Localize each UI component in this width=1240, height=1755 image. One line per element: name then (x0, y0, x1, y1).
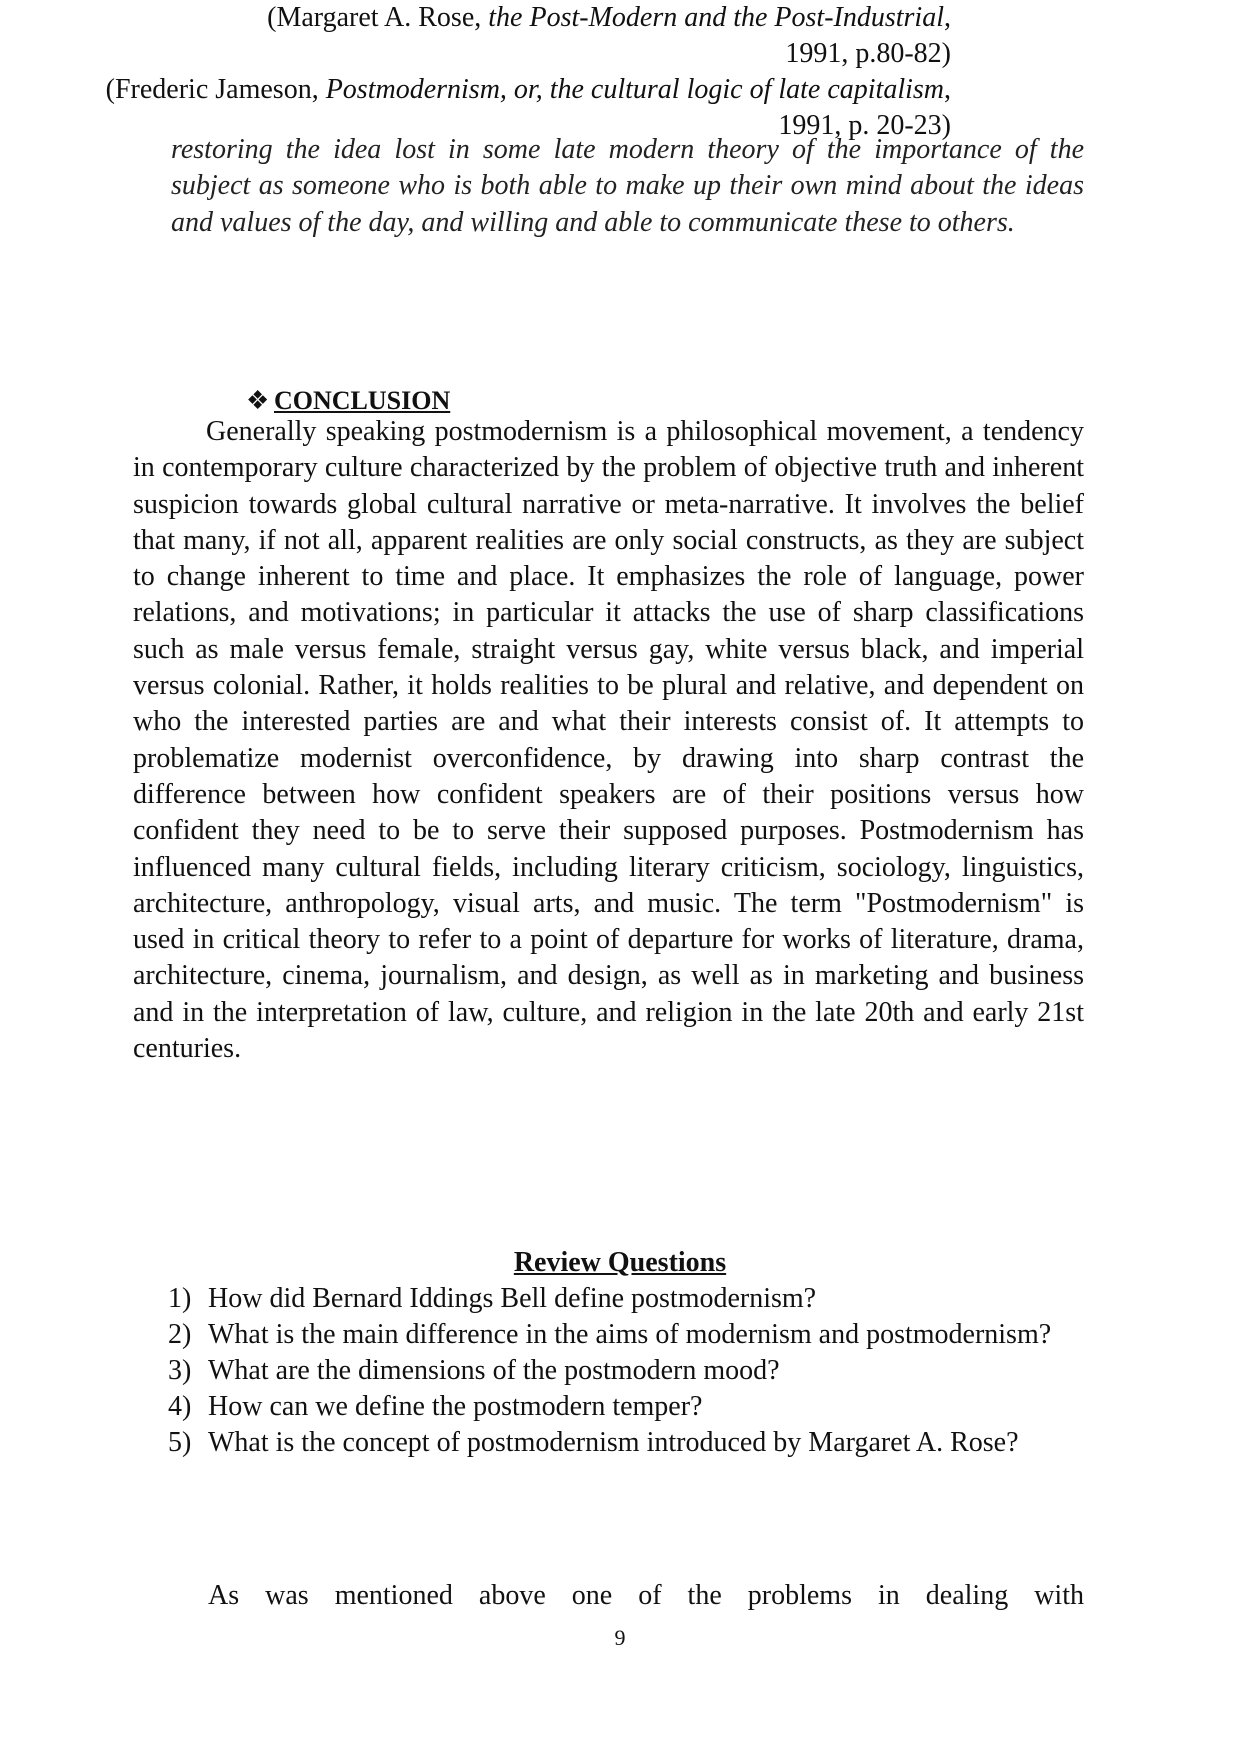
citation-author: (Margaret A. Rose, (267, 2, 489, 33)
conclusion-paragraph: Generally speaking postmodernism is a philosophical movement, a tendency in contemporary culture characterized by the problem of objective truth and inherent suspicion towards global cultural narrative or meta-narrative. It involves the belief that many, if not all, apparent realities are only social constructs, as they are subject to change inherent to time and place. It emphasizes the role of language, power relations, and motivations; in particular it attacks the use of sharp classifications such as male versus female, straight versus gay, white versus black, and imperial versus colonial. Rather, it holds realities to be plural and relative, and dependent on who the interested parties are and what their interests consist of. It attempts to problematize modernist overconfidence, by drawing into sharp contrast the difference between how confident speakers are of their positions versus how confident they need to be to serve their supposed purposes. Postmodernism has influenced many cultural fields, including literary criticism, sociology, linguistics, architecture, anthropology, visual arts, and music. The term "Postmodernism" is used in critical theory to refer to a point of departure for works of literature, drama, architecture, cinema, journalism, and design, as well as in marketing and business and in the interpretation of law, culture, and religion in the late 20th and early 21st centuries. (133, 416, 1084, 1065)
block-quote: restoring the idea lost in some late modern theory of the importance of the subject as someone who is both able to make up their own mind about the ideas and values of the day, and willing and able to communicate these to others. (171, 134, 1084, 238)
list-item: 5) What is the concept of postmodernism introduced by Margaret A. Rose? (168, 1427, 1019, 1458)
citation-title: the Post-Modern and the Post-Industrial (488, 2, 944, 33)
conclusion-citation-line-1 (0, 72, 951, 108)
list-item: 3) What are the dimensions of the postmodern mood? (168, 1355, 780, 1386)
citation-comma: , (944, 2, 951, 33)
conclusion-citation-line-2: 1991, p. 20-23) (778, 110, 951, 141)
citation-author: (Frederic Jameson, (105, 74, 326, 105)
list-item: 1) How did Bernard Iddings Bell define postmodernism? (168, 1283, 817, 1314)
quote-citation (0, 0, 951, 72)
review-questions-title: Review Questions (513, 1247, 727, 1278)
list-item: 2) What is the main difference in the aims of modernism and postmodernism? (168, 1319, 1052, 1350)
page-number: 9 (614, 1625, 626, 1650)
diamond-bullet-icon: ❖ (246, 386, 270, 415)
closing-paragraph: As was mentioned above one of the problems in dealing with (208, 1580, 1084, 1611)
review-questions-list (168, 1281, 1084, 1461)
quote-citation-line-2: 1991, p.80-82) (785, 38, 951, 69)
citation-comma: , (944, 74, 951, 105)
citation-title: Postmodernism, or, the cultural logic of late capitalism (325, 74, 944, 105)
list-item: 4) How can we define the postmodern temper? (168, 1391, 703, 1422)
conclusion-heading-label: CONCLUSION (274, 386, 451, 415)
quote-citation-line-1 (0, 0, 951, 36)
